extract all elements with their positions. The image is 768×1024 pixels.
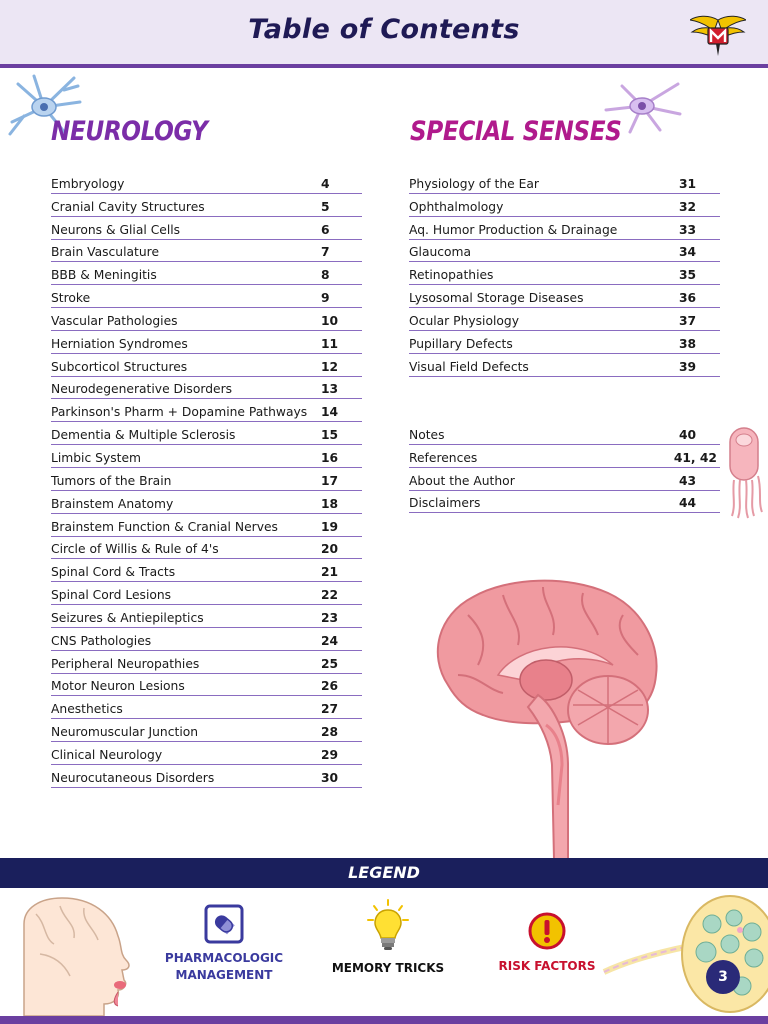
toc-entry[interactable] xyxy=(51,399,362,422)
toc-entry[interactable] xyxy=(409,491,720,514)
toc-entry-page: 44 xyxy=(679,496,697,511)
toc-entry-label: Limbic System xyxy=(51,450,141,465)
toc-entry-page: 39 xyxy=(679,359,697,374)
toc-entry-page: 10 xyxy=(321,313,339,328)
toc-entry-label: Seizures & Antiepileptics xyxy=(51,610,204,625)
toc-entry-label: Clinical Neurology xyxy=(51,747,163,762)
toc-entry-label: Cranial Cavity Structures xyxy=(51,199,205,214)
toc-entry[interactable] xyxy=(51,422,362,445)
toc-entry-label: About the Author xyxy=(409,473,515,488)
toc-entry-label: Tumors of the Brain xyxy=(51,473,172,488)
toc-entry[interactable] xyxy=(51,719,362,742)
toc-entry[interactable] xyxy=(409,217,720,240)
toc-entry-label: Glaucoma xyxy=(409,245,472,260)
legend-risk-label: RISK FACTORS xyxy=(498,959,596,973)
toc-entry-page: 19 xyxy=(321,519,339,534)
toc-entry[interactable] xyxy=(409,240,720,263)
toc-entry-label: Retinopathies xyxy=(409,268,494,283)
pill-icon xyxy=(204,904,244,944)
toc-entry-label: Lysosomal Storage Diseases xyxy=(409,291,584,306)
page-number-badge: 3 xyxy=(706,960,740,994)
toc-entry-label: Brainstem Function & Cranial Nerves xyxy=(51,519,278,534)
toc-entry[interactable] xyxy=(51,445,362,468)
toc-entry[interactable] xyxy=(409,468,720,491)
toc-entry-label: Neurodegenerative Disorders xyxy=(51,382,233,397)
toc-entry[interactable] xyxy=(51,377,362,400)
header-banner xyxy=(0,0,768,68)
toc-entry[interactable] xyxy=(51,217,362,240)
toc-entry[interactable] xyxy=(409,331,720,354)
toc-entry-label: CNS Pathologies xyxy=(51,633,152,648)
toc-entry-page: 29 xyxy=(321,747,339,762)
toc-entry-page: 11 xyxy=(321,336,339,351)
toc-entry[interactable] xyxy=(409,285,720,308)
toc-entry-label: Neurons & Glial Cells xyxy=(51,222,181,237)
toc-entry[interactable] xyxy=(409,354,720,377)
toc-entry-label: Pupillary Defects xyxy=(409,336,513,351)
toc-entry-label: Physiology of the Ear xyxy=(409,176,539,191)
toc-entry-label: Spinal Cord & Tracts xyxy=(51,565,176,580)
toc-entry[interactable] xyxy=(51,308,362,331)
toc-entry[interactable] xyxy=(409,445,720,468)
toc-entry-page: 35 xyxy=(679,268,697,283)
toc-entry-label: Embryology xyxy=(51,176,125,191)
exclamation-warning-icon xyxy=(528,912,566,950)
toc-entry-page: 5 xyxy=(321,199,330,214)
toc-entry-page: 4 xyxy=(321,176,330,191)
legend-pharm-label-line1: PHARMACOLOGIC xyxy=(164,951,284,965)
special-senses-heading: SPECIAL SENSES xyxy=(410,116,622,147)
toc-entry-page: 27 xyxy=(321,702,339,717)
toc-entry-page: 25 xyxy=(321,656,339,671)
toc-entry-label: Brainstem Anatomy xyxy=(51,496,174,511)
toc-entry-label: Notes xyxy=(409,427,445,442)
toc-entry-label: Herniation Syndromes xyxy=(51,336,188,351)
toc-entry[interactable] xyxy=(409,194,720,217)
toc-entry[interactable] xyxy=(51,491,362,514)
toc-entry-label: Disclaimers xyxy=(409,496,481,511)
toc-entry-page: 9 xyxy=(321,291,330,306)
toc-entry-page: 32 xyxy=(679,199,697,214)
toc-entry-page: 31 xyxy=(679,176,697,191)
toc-entry-label: Visual Field Defects xyxy=(409,359,529,374)
toc-entry-label: Parkinson's Pharm + Dopamine Pathways xyxy=(51,405,308,420)
toc-entry[interactable] xyxy=(51,742,362,765)
toc-entry-label: Motor Neuron Lesions xyxy=(51,679,185,694)
toc-entry-label: Stroke xyxy=(51,291,91,306)
toc-entry[interactable] xyxy=(51,514,362,537)
head-profile-illustration-icon xyxy=(14,894,140,1016)
toc-entry[interactable] xyxy=(51,354,362,377)
legend-memory-tricks xyxy=(330,898,446,977)
toc-entry[interactable] xyxy=(409,171,720,194)
toc-entry-page: 6 xyxy=(321,222,330,237)
toc-entry-label: Circle of Willis & Rule of 4's xyxy=(51,542,219,557)
toc-entry[interactable] xyxy=(51,765,362,788)
toc-entry[interactable] xyxy=(51,696,362,719)
toc-entry[interactable] xyxy=(409,262,720,285)
toc-entry[interactable] xyxy=(409,422,720,445)
legend-title: LEGEND xyxy=(348,863,420,882)
toc-entry-page: 22 xyxy=(321,588,339,603)
toc-entry[interactable] xyxy=(51,605,362,628)
toc-entry[interactable] xyxy=(51,651,362,674)
toc-entry[interactable] xyxy=(51,240,362,263)
toc-entry-page: 30 xyxy=(321,770,339,785)
toc-entry-page: 16 xyxy=(321,450,339,465)
toc-entry-page: 15 xyxy=(321,428,339,443)
toc-entry-page: 24 xyxy=(321,633,339,648)
legend-memory-label: MEMORY TRICKS xyxy=(331,961,445,975)
hair-cell-illustration-icon xyxy=(724,424,764,520)
lightbulb-icon xyxy=(366,898,410,956)
legend-banner xyxy=(0,858,768,888)
toc-entry-page: 37 xyxy=(679,313,697,328)
toc-entry-page: 43 xyxy=(679,473,697,488)
toc-entry-page: 28 xyxy=(321,725,339,740)
toc-entry-label: Neuromuscular Junction xyxy=(51,725,199,740)
toc-entry-page: 33 xyxy=(679,222,697,237)
neurology-heading: NEUROLOGY xyxy=(51,116,208,147)
toc-entry-label: Ocular Physiology xyxy=(409,313,520,328)
toc-entry[interactable] xyxy=(51,628,362,651)
toc-entry[interactable] xyxy=(51,582,362,605)
toc-entry[interactable] xyxy=(51,171,362,194)
toc-entry-page: 12 xyxy=(321,359,339,374)
toc-entry-page: 40 xyxy=(679,427,697,442)
legend-pharm-label-line2: MANAGEMENT xyxy=(175,968,273,982)
toc-entry-label: Brain Vasculature xyxy=(51,245,160,260)
toc-entry-page: 36 xyxy=(679,291,697,306)
back-matter-toc-list xyxy=(409,422,720,513)
toc-entry-label: Anesthetics xyxy=(51,702,123,717)
legend-pharmacologic-management xyxy=(164,904,284,984)
toc-entry-page: 23 xyxy=(321,610,339,625)
toc-entry[interactable] xyxy=(51,285,362,308)
toc-entry[interactable] xyxy=(51,674,362,697)
winged-logo-icon xyxy=(690,12,746,58)
page-title: Table of Contents xyxy=(248,14,520,45)
toc-entry[interactable] xyxy=(409,308,720,331)
toc-entry[interactable] xyxy=(51,559,362,582)
nerve-cross-section-illustration-icon xyxy=(600,894,768,1014)
toc-entry-page: 17 xyxy=(321,473,339,488)
toc-entry-page: 14 xyxy=(321,405,339,420)
brain-sagittal-illustration-icon xyxy=(428,575,664,859)
legend-risk-factors xyxy=(488,912,606,975)
neurology-toc-list xyxy=(51,171,362,788)
toc-entry-page: 26 xyxy=(321,679,339,694)
toc-entry[interactable] xyxy=(51,331,362,354)
toc-entry-page: 34 xyxy=(679,245,697,260)
toc-entry-page: 21 xyxy=(321,565,339,580)
footer-bar xyxy=(0,1016,768,1024)
toc-entry[interactable] xyxy=(51,537,362,560)
toc-entry[interactable] xyxy=(51,262,362,285)
toc-entry-label: Spinal Cord Lesions xyxy=(51,588,172,603)
toc-entry-page: 20 xyxy=(321,542,339,557)
toc-entry-label: Aq. Humor Production & Drainage xyxy=(409,222,618,237)
toc-entry-page: 8 xyxy=(321,268,330,283)
toc-entry-label: Vascular Pathologies xyxy=(51,313,178,328)
toc-entry-label: Dementia & Multiple Sclerosis xyxy=(51,428,236,443)
toc-entry[interactable] xyxy=(51,468,362,491)
toc-entry-label: BBB & Meningitis xyxy=(51,268,157,283)
toc-entry-label: Peripheral Neuropathies xyxy=(51,656,200,671)
toc-entry-page: 7 xyxy=(321,245,330,260)
toc-entry-label: Neurocutaneous Disorders xyxy=(51,770,215,785)
toc-entry[interactable] xyxy=(51,194,362,217)
toc-entry-page: 41, 42 xyxy=(673,450,717,465)
toc-entry-page: 38 xyxy=(679,336,697,351)
toc-entry-page: 13 xyxy=(321,382,339,397)
toc-entry-label: References xyxy=(409,450,478,465)
special-senses-toc-list xyxy=(409,171,720,377)
toc-entry-page: 18 xyxy=(321,496,339,511)
toc-entry-label: Subcorticol Structures xyxy=(51,359,188,374)
toc-entry-label: Ophthalmology xyxy=(409,199,504,214)
